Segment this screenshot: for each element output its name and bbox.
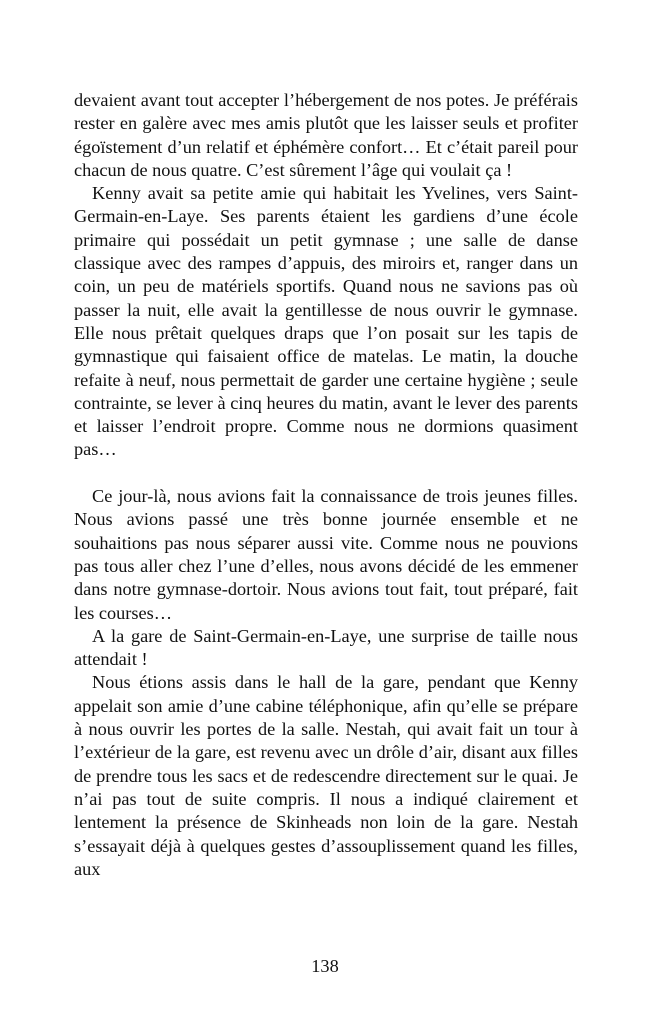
page-number: 138: [311, 956, 339, 976]
paragraph-1: devaient avant tout accepter l’hébergement de nos potes. Je préférais rester en galère avec mes amis plutôt que les laisser seuls et profiter égoïstement d’un relatif et éphémère confort… Et c’était pareil pour chacun de nous quatre. C’est sûrement l’âge qui voulait ça !: [74, 90, 578, 180]
paragraph-2: Kenny avait sa petite amie qui habitait les Yvelines, vers Saint-Germain-en-Laye. Ses parents étaient les gardiens d’une école primaire qui possédait un petit gymnase ; une salle de danse classique avec des rampes d’appuis, des miroirs et, ranger dans un coin, un peu de matériels sportifs. Quand nous ne savions pas où passer la nuit, elle avait la gentillesse de nous ouvrir le gymnase. Elle nous prêtait quelques draps que l’on posait sur les tapis de gymnastique qui faisaient office de matelas. Le matin, la douche refaite à neuf, nous permettait de garder une certaine hygiène ; seule contrainte, se lever à cinq heures du matin, avant le lever des parents et laisser l’endroit propre. Comme nous ne dormions quasiment pas…: [74, 183, 578, 460]
page-body: [74, 89, 578, 881]
paragraph-3: Ce jour-là, nous avions fait la connaissance de trois jeunes filles. Nous avions passé une très bonne journée ensemble et ne souhaitions pas nous séparer aussi vite. Comme nous ne pouvions pas tous aller chez l’une d’elles, nous avons décidé de les emmener dans notre gymnase-dortoir. Nous avions tout fait, tout préparé, fait les courses…: [74, 486, 578, 623]
paragraph-4: A la gare de Saint-Germain-en-Laye, une surprise de taille nous attendait !: [74, 625, 578, 670]
paragraph-5: Nous étions assis dans le hall de la gare, pendant que Kenny appelait son amie d’une cabine téléphonique, afin qu’elle se prépare à nous ouvrir les portes de la salle. Nestah, qui avait fait un tour à l’extérieur de la gare, est revenu avec un drôle d’air, disant aux filles de prendre tous les sacs et de redescendre directement sur le quai. Je n’ai pas tout de suite compris. Il nous a indiqué clairement et lentement la présence de Skinheads non loin de la gare. Nestah s’essayait déjà à quelques gestes d’assouplissement quand les filles, aux: [74, 672, 578, 879]
paragraph-spacer: [74, 462, 578, 485]
